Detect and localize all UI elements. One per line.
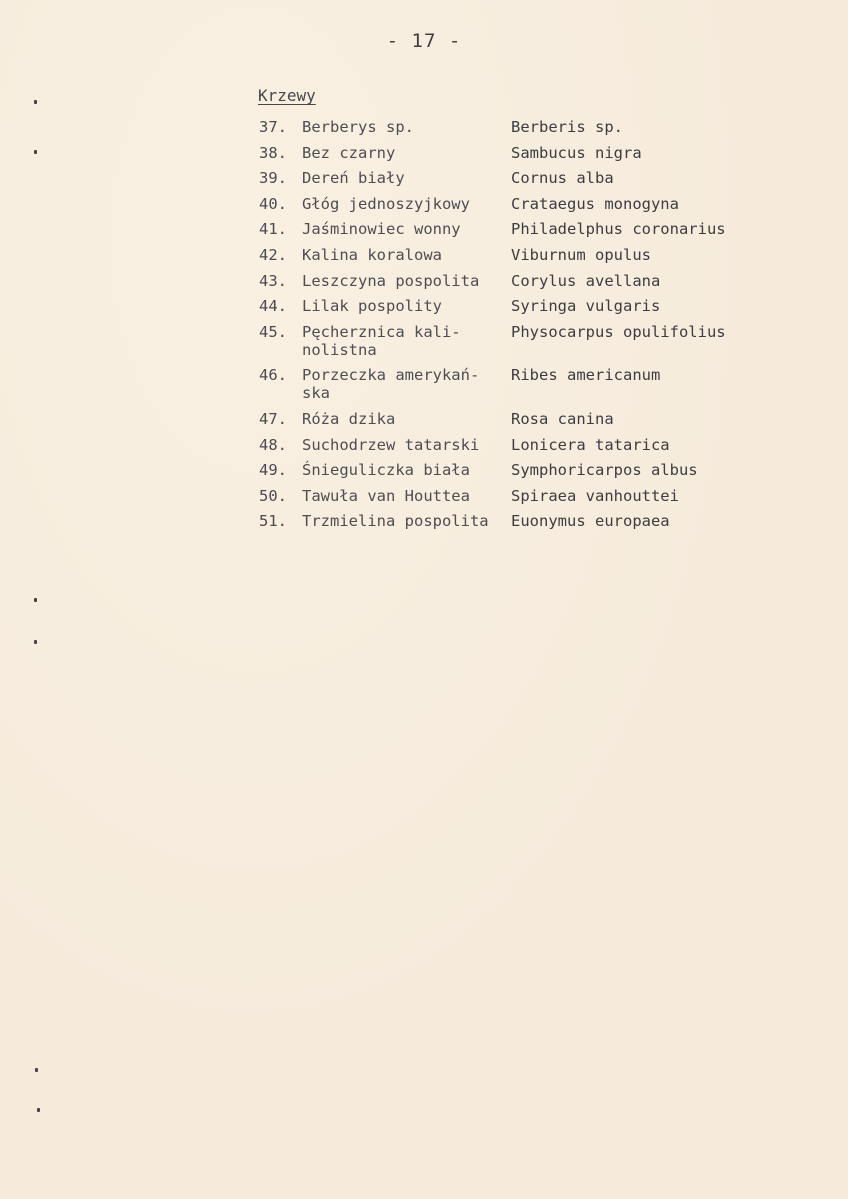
latin-name: Sambucus nigra [511, 143, 642, 162]
polish-name: Jaśminowiec wonny [302, 220, 461, 239]
latin-name: Cornus alba [511, 169, 614, 188]
polish-name: Lilak pospolity [302, 297, 442, 316]
list-item [259, 169, 739, 187]
polish-name: Śnieguliczka biała [302, 461, 470, 480]
latin-name: Viburnum opulus [511, 245, 651, 264]
list-item [259, 436, 739, 454]
list-item [259, 512, 739, 530]
list-item [259, 246, 739, 264]
polish-name: Głóg jednoszyjkowy [302, 194, 470, 213]
latin-name: Symphoricarpos albus [511, 461, 698, 480]
list-item [259, 487, 739, 505]
latin-name: Euonymus europaea [511, 512, 670, 531]
scan-speck [35, 1068, 38, 1072]
entry-number: 42. [259, 245, 287, 264]
page-number: - 17 - [386, 30, 462, 52]
scan-speck [34, 100, 37, 104]
entry-number: 48. [259, 435, 287, 454]
entry-number: 49. [259, 461, 287, 480]
polish-name: Kalina koralowa [302, 245, 442, 264]
entry-number: 51. [259, 512, 287, 531]
entry-number: 40. [259, 194, 287, 213]
latin-name: Corylus avellana [511, 271, 661, 290]
polish-name: Trzmielina pospolita [302, 512, 489, 531]
list-item [259, 323, 739, 359]
latin-name: Rosa canina [511, 409, 614, 428]
latin-name: Spiraea vanhouttei [511, 486, 679, 505]
scan-speck [34, 150, 37, 154]
latin-name: Lonicera tatarica [511, 435, 670, 454]
latin-name: Berberis sp. [511, 118, 623, 136]
latin-name: Ribes americanum [511, 366, 661, 385]
list-item [259, 410, 739, 428]
latin-name: Syringa vulgaris [511, 297, 661, 316]
list-item [259, 297, 739, 315]
latin-name: Philadelphus coronarius [511, 220, 726, 239]
scan-speck [34, 640, 37, 644]
list-item [259, 366, 739, 402]
entry-number: 41. [259, 220, 287, 239]
list-item [259, 272, 739, 290]
polish-name: Róża dzika [302, 409, 396, 428]
list-item [259, 118, 739, 136]
scan-speck [37, 1108, 40, 1112]
entry-number: 47. [259, 409, 287, 428]
entry-number: 38. [259, 143, 287, 162]
polish-name: Dereń biały [302, 169, 405, 188]
entry-number: 39. [259, 169, 287, 188]
polish-name: Pęcherznica kali- nolistna [302, 322, 461, 359]
list-item [259, 461, 739, 479]
species-list [259, 118, 739, 538]
polish-name: Leszczyna pospolita [302, 271, 480, 290]
entry-number: 44. [259, 297, 287, 316]
scan-speck [34, 598, 37, 602]
polish-name: Bez czarny [302, 143, 396, 162]
latin-name: Crataegus monogyna [511, 194, 679, 213]
list-item [259, 144, 739, 162]
polish-name: Berberys sp. [302, 118, 414, 136]
polish-name: Tawuła van Houttea [302, 486, 470, 505]
entry-number: 37. [259, 118, 287, 136]
list-item [259, 220, 739, 238]
entry-number: 43. [259, 271, 287, 290]
latin-name: Physocarpus opulifolius [511, 322, 726, 341]
entry-number: 45. [259, 322, 287, 341]
list-item [259, 195, 739, 213]
entry-number: 46. [259, 366, 287, 385]
entry-number: 50. [259, 486, 287, 505]
polish-name: Porzeczka amerykań- ska [302, 366, 480, 403]
section-heading: Krzewy [258, 86, 316, 105]
polish-name: Suchodrzew tatarski [302, 435, 480, 454]
